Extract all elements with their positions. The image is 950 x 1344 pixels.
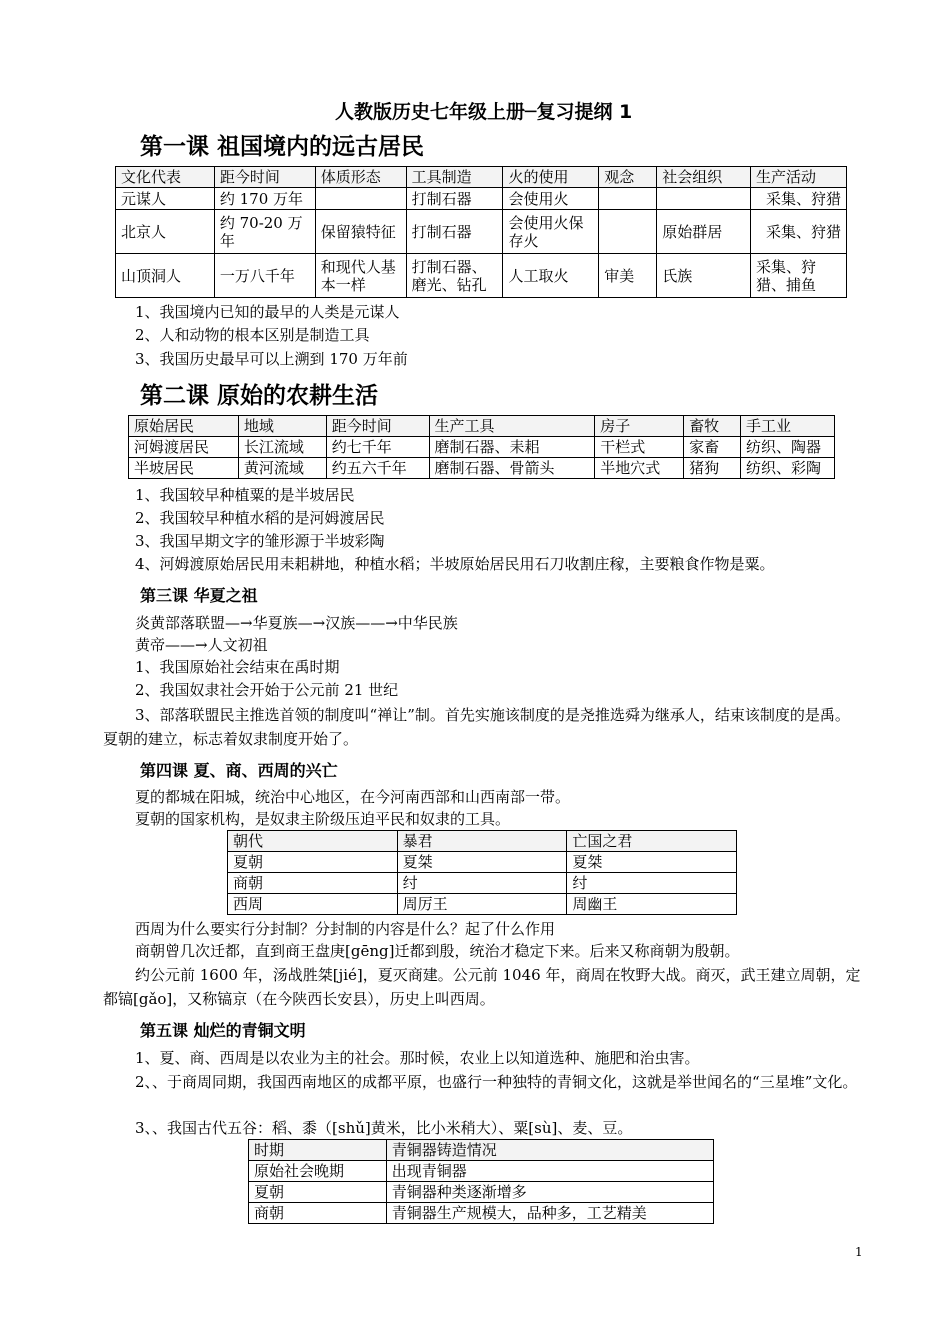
table-cell: 猪狗 xyxy=(684,458,741,479)
header-cell: 房子 xyxy=(595,416,684,437)
lesson2-table xyxy=(128,415,835,479)
table-cell: 半地穴式 xyxy=(595,458,684,479)
table-row xyxy=(249,1203,714,1224)
table-cell: 和现代人基本一样 xyxy=(315,254,406,298)
header-cell: 火的使用 xyxy=(503,167,599,188)
arrow-icon: ——→ xyxy=(165,636,208,654)
table-row xyxy=(228,852,737,873)
header-cell: 亡国之君 xyxy=(567,831,737,852)
arrow-icon: ——→ xyxy=(355,614,398,632)
lesson3-heading: 第三课 华夏之祖 xyxy=(140,586,258,605)
table-cell: 夏朝 xyxy=(228,852,398,873)
header-cell: 文化代表 xyxy=(116,167,215,188)
flow-node: 炎黄部落联盟 xyxy=(135,614,226,632)
table-cell: 商朝 xyxy=(249,1203,387,1224)
table-cell: 打制石器 xyxy=(406,188,503,210)
table-cell: 人工取火 xyxy=(503,254,599,298)
flow-node: 汉族 xyxy=(325,614,356,632)
table-cell: 河姆渡居民 xyxy=(129,437,239,458)
header-cell: 生产工具 xyxy=(429,416,595,437)
lesson1-point: 3、我国历史最早可以上溯到 170 万年前 xyxy=(135,350,408,368)
table-row xyxy=(249,1161,714,1182)
flow-node: 人文初祖 xyxy=(207,636,268,654)
table-cell: 采集、狩猎 xyxy=(751,188,847,210)
table-cell: 采集、狩猎 xyxy=(751,210,847,254)
table-cell: 半坡居民 xyxy=(129,458,239,479)
table-cell: 一万八千年 xyxy=(214,254,315,298)
table-cell: 磨制石器、骨箭头 xyxy=(429,458,595,479)
table-cell: 约 70-20 万年 xyxy=(214,210,315,254)
table-row xyxy=(228,894,737,915)
table-cell: 夏朝 xyxy=(249,1182,387,1203)
table-cell: 青铜器生产规模大，品种多，工艺精美 xyxy=(386,1203,713,1224)
table-cell: 约七千年 xyxy=(326,437,429,458)
table-cell: 北京人 xyxy=(116,210,215,254)
table-cell: 会使用火保存火 xyxy=(503,210,599,254)
table-row xyxy=(249,1182,714,1203)
header-cell: 社会组织 xyxy=(657,167,751,188)
table-cell: 元谋人 xyxy=(116,188,215,210)
header-cell: 暴君 xyxy=(397,831,567,852)
header-cell: 时期 xyxy=(249,1140,387,1161)
table-cell: 原始社会晚期 xyxy=(249,1161,387,1182)
header-cell: 畜牧 xyxy=(684,416,741,437)
table-row xyxy=(129,437,835,458)
table-cell: 夏桀 xyxy=(567,852,737,873)
header-cell: 朝代 xyxy=(228,831,398,852)
arrow-icon: —→ xyxy=(297,614,326,632)
table-cell: 夏桀 xyxy=(397,852,567,873)
header-cell: 距今时间 xyxy=(326,416,429,437)
lesson3-flow-2 xyxy=(135,634,268,656)
lesson5-point: 3、、我国古代五谷：稻、黍（[shǔ]黄米，比小米稍大）、粟[sù]、麦、豆。 xyxy=(135,1119,633,1137)
table-cell: 约五六千年 xyxy=(326,458,429,479)
header-cell: 体质形态 xyxy=(315,167,406,188)
lesson4-heading: 第四课 夏、商、西周的兴亡 xyxy=(140,761,338,780)
table-cell: 打制石器 xyxy=(406,210,503,254)
table-cell xyxy=(315,188,406,210)
lesson5-heading: 第五课 灿烂的青铜文明 xyxy=(140,1021,306,1040)
table-cell: 审美 xyxy=(599,254,657,298)
lesson2-point: 2、我国较早种植水稻的是河姆渡居民 xyxy=(135,509,385,527)
table-cell xyxy=(657,188,751,210)
lesson4-note: 西周为什么要实行分封制？分封制的内容是什么？起了什么作用 xyxy=(135,920,556,938)
table-cell: 出现青铜器 xyxy=(386,1161,713,1182)
lesson3-flow-1 xyxy=(135,612,458,634)
table-row xyxy=(129,458,835,479)
table-cell: 长江流域 xyxy=(238,437,326,458)
header-cell: 原始居民 xyxy=(129,416,239,437)
table-cell: 商朝 xyxy=(228,873,398,894)
table-cell: 会使用火 xyxy=(503,188,599,210)
lesson4-note: 商朝曾几次迁都，直到商王盘庚[gēng]迁都到殷，统治才稳定下来。后来又称商朝为殷朝。 xyxy=(135,942,740,960)
table-header-row xyxy=(249,1140,714,1161)
table-cell: 山顶洞人 xyxy=(116,254,215,298)
table-row xyxy=(116,254,847,298)
table-cell: 黄河流域 xyxy=(238,458,326,479)
table-cell: 周幽王 xyxy=(567,894,737,915)
lesson1-point: 1、我国境内已知的最早的人类是元谋人 xyxy=(135,303,400,321)
flow-node: 中华民族 xyxy=(397,614,458,632)
lesson4-note: 约公元前 1600 年，汤战胜桀[jié]，夏灭商建。公元前 1046 年，商周在牧野大战。商灭，武王建立周朝，定都镐[gǎo]，又称镐京（在今陕西长安县），历史上叫西周。 xyxy=(103,966,861,1008)
table-row xyxy=(228,873,737,894)
lesson1-heading: 第一课 祖国境内的远古居民 xyxy=(140,134,425,160)
table-header-row xyxy=(116,167,847,188)
table-cell: 采集、狩猎、捕鱼 xyxy=(751,254,847,298)
table-cell: 纺织、彩陶 xyxy=(741,458,835,479)
table-cell: 打制石器、磨光、钻孔 xyxy=(406,254,503,298)
lesson3-point: 3、部落联盟民主推选首领的制度叫“禅让”制。首先实施该制度的是尧推选舜为继承人，结束该制度的是禹。夏朝的建立，标志着奴隶制度开始了。 xyxy=(103,706,850,748)
table-header-row xyxy=(129,416,835,437)
table-cell: 西周 xyxy=(228,894,398,915)
table-cell: 保留猿特征 xyxy=(315,210,406,254)
lesson3-point: 1、我国原始社会结束在禹时期 xyxy=(135,658,340,676)
lesson4-intro: 夏朝的国家机构，是奴隶主阶级压迫平民和奴隶的工具。 xyxy=(135,810,511,828)
table-cell: 干栏式 xyxy=(595,437,684,458)
table-header-row xyxy=(228,831,737,852)
header-cell: 生产活动 xyxy=(751,167,847,188)
lesson4-table xyxy=(227,830,737,915)
flow-node: 华夏族 xyxy=(252,614,298,632)
table-cell xyxy=(599,188,657,210)
table-cell: 周厉王 xyxy=(397,894,567,915)
table-cell: 纺织、陶器 xyxy=(741,437,835,458)
table-row xyxy=(116,188,847,210)
table-cell xyxy=(599,210,657,254)
table-cell: 家畜 xyxy=(684,437,741,458)
lesson1-table xyxy=(115,166,847,298)
flow-node: 黄帝 xyxy=(135,636,166,654)
table-cell: 青铜器种类逐渐增多 xyxy=(386,1182,713,1203)
header-cell: 地域 xyxy=(238,416,326,437)
lesson2-point: 1、我国较早种植粟的是半坡居民 xyxy=(135,486,355,504)
lesson2-heading: 第二课 原始的农耕生活 xyxy=(140,383,379,409)
document-title: 人教版历史七年级上册─复习提纲 1 xyxy=(335,101,633,123)
table-cell: 约 170 万年 xyxy=(214,188,315,210)
table-row xyxy=(116,210,847,254)
header-cell: 观念 xyxy=(599,167,657,188)
lesson5-table xyxy=(248,1139,714,1224)
lesson5-point: 2、、于商周同期，我国西南地区的成都平原，也盛行一种独特的青铜文化，这就是举世闻名的“三星堆”文化。 xyxy=(135,1073,858,1091)
lesson1-point: 2、人和动物的根本区别是制造工具 xyxy=(135,326,370,344)
table-cell: 氏族 xyxy=(657,254,751,298)
table-cell: 原始群居 xyxy=(657,210,751,254)
header-cell: 手工业 xyxy=(741,416,835,437)
table-cell: 纣 xyxy=(567,873,737,894)
lesson2-point: 3、我国早期文字的雏形源于半坡彩陶 xyxy=(135,532,385,550)
lesson3-point: 2、我国奴隶社会开始于公元前 21 世纪 xyxy=(135,681,399,699)
arrow-icon: —→ xyxy=(225,614,253,632)
page-number: 1 xyxy=(855,1245,863,1259)
lesson2-point: 4、河姆渡原始居民用耒耜耕地，种植水稻；半坡原始居民用石刀收割庄稼，主要粮食作物是粟。 xyxy=(135,555,775,573)
header-cell: 工具制造 xyxy=(406,167,503,188)
table-cell: 磨制石器、耒耜 xyxy=(429,437,595,458)
header-cell: 距今时间 xyxy=(214,167,315,188)
lesson4-intro: 夏的都城在阳城，统治中心地区，在今河南西部和山西南部一带。 xyxy=(135,788,571,806)
header-cell: 青铜器铸造情况 xyxy=(386,1140,713,1161)
lesson5-point: 1、夏、商、西周是以农业为主的社会。那时候，农业上以知道选种、施肥和治虫害。 xyxy=(135,1049,700,1067)
table-cell: 纣 xyxy=(397,873,567,894)
